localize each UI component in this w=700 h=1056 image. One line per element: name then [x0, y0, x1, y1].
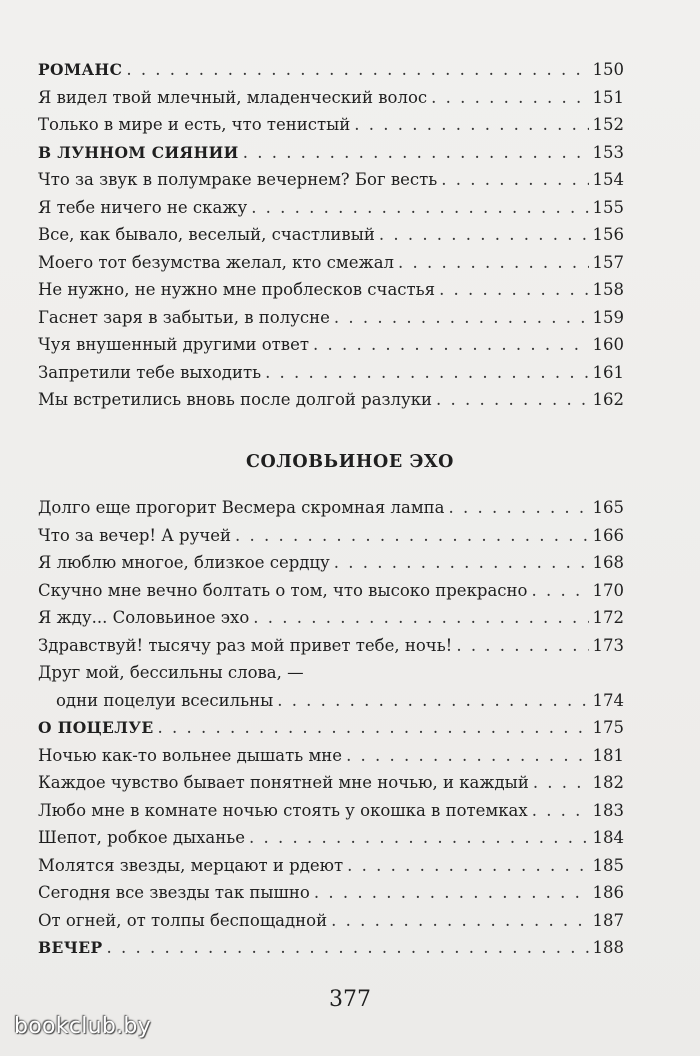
- toc-entry: [38, 742, 624, 770]
- toc-entry: [38, 907, 624, 935]
- toc-entry: [38, 797, 624, 825]
- toc-entry: [38, 852, 624, 880]
- dot-leader: [449, 494, 589, 522]
- toc-entry-page: 158: [592, 280, 624, 299]
- toc-entry-page: 181: [592, 745, 624, 765]
- toc-entry-page: 166: [592, 525, 624, 545]
- watermark: bookclub.by: [14, 1014, 152, 1039]
- toc-entry: [38, 604, 624, 632]
- dot-leader: [531, 577, 588, 605]
- toc-entry-page: 151: [592, 87, 624, 107]
- toc-entry-title: Скучно мне вечно болтать о том, что высоко прекрасно: [38, 580, 528, 600]
- toc-entry-title: Я тебе ничего не скажу: [38, 197, 248, 217]
- dot-leader: [334, 304, 589, 332]
- dot-leader: [347, 852, 588, 880]
- toc-entry-title: В ЛУННОМ СИЯНИИ: [38, 142, 239, 162]
- toc-entry-title: Чуя внушенный другими ответ: [38, 335, 309, 354]
- toc-entry-title: Гаснет заря в забытьи, в полусне: [38, 307, 330, 327]
- section-title: СОЛОВЬИНОЕ ЭХО: [245, 452, 454, 472]
- dot-leader: [439, 276, 588, 304]
- dot-leader: [441, 166, 588, 194]
- toc-entry-title: РОМАНС: [38, 60, 123, 79]
- toc-entry-page: 150: [592, 60, 624, 79]
- dot-leader: [126, 56, 588, 84]
- toc-entry-page: 175: [592, 718, 624, 737]
- toc-entry: [38, 56, 624, 84]
- toc-entry: [38, 166, 624, 194]
- dot-leader: [314, 879, 589, 907]
- toc-entry: [38, 549, 624, 577]
- toc-entry-title: Запретили тебе выходить: [38, 362, 262, 382]
- dot-leader: [253, 604, 588, 632]
- dot-leader: [354, 111, 588, 139]
- toc-entry-title: Мы встретились вновь после долгой разлуки: [38, 390, 433, 409]
- toc-entry: [38, 386, 624, 414]
- toc-entry-page: 165: [592, 498, 624, 517]
- dot-leader: [346, 742, 588, 770]
- toc-entry-title: Я жду... Соловьиное эхо: [38, 608, 250, 627]
- toc-entry-page: 172: [592, 608, 624, 627]
- toc-entry-title: Каждое чувство бывает понятней мне ночью, и каждый: [38, 773, 529, 792]
- toc-entry-page: 161: [592, 362, 624, 382]
- page-number: 377: [329, 987, 371, 1012]
- toc-entry-page: 153: [592, 142, 624, 162]
- toc-entry-page: 170: [592, 580, 624, 600]
- toc-entry-page: 186: [592, 883, 624, 902]
- toc-entry-title: Что за звук в полумраке вечернем? Бог весть: [38, 170, 438, 189]
- toc-entry-page: 168: [592, 553, 624, 572]
- dot-leader: [533, 769, 589, 797]
- toc-entry: [38, 249, 624, 277]
- toc-entry-page: 157: [592, 252, 624, 272]
- dot-leader: [379, 221, 589, 249]
- toc-entry: [38, 494, 624, 522]
- toc-entry-title: Друг мой, бессильны слова, —: [38, 663, 304, 682]
- toc-entry: [38, 331, 624, 359]
- toc-entry-page: 183: [592, 800, 624, 820]
- toc-entry: [38, 139, 624, 167]
- toc-entry-title: Только в мире и есть, что тенистый: [38, 115, 351, 134]
- toc-entry: [38, 522, 624, 550]
- toc-entry-page: 187: [592, 910, 624, 930]
- toc-entry-title: Ночью как-то вольнее дышать мне: [38, 745, 343, 765]
- toc-entry-page: 160: [592, 335, 624, 354]
- toc-entry-page: 156: [592, 225, 624, 244]
- toc-entry: [38, 632, 624, 660]
- dot-leader: [235, 522, 589, 550]
- toc-entry-title: Любо мне в комнате ночью стоять у окошка в потемках: [38, 800, 528, 820]
- toc-entry: [38, 111, 624, 139]
- toc-entry-title: Я видел твой млечный, младенческий волос: [38, 87, 428, 107]
- toc-entry: [38, 659, 624, 687]
- toc-entry-title: О ПОЦЕЛУЕ: [38, 718, 154, 737]
- toc-entry-page: 185: [592, 855, 624, 875]
- dot-leader: [532, 797, 589, 825]
- dot-leader: [334, 549, 589, 577]
- toc-entry: [38, 577, 624, 605]
- dot-leader: [249, 824, 588, 852]
- dot-leader: [243, 139, 589, 167]
- toc-entry: [38, 769, 624, 797]
- dot-leader: [277, 687, 588, 715]
- toc-entry-title: ВЕЧЕР: [38, 938, 103, 957]
- toc-entry: [38, 194, 624, 222]
- dot-leader: [431, 84, 588, 112]
- toc-entry-page: 152: [592, 115, 624, 134]
- toc-entry: [38, 714, 624, 742]
- toc-entry: [38, 84, 624, 112]
- toc-entry-page: 155: [592, 197, 624, 217]
- dot-leader: [251, 194, 588, 222]
- toc-entry-page: 159: [592, 307, 624, 327]
- contents-list-part2: [38, 494, 624, 962]
- toc-entry-title: Долго еще прогорит Весмера скромная лампа: [38, 498, 445, 517]
- toc-entry-title: Моего тот безумства желал, кто смежал: [38, 252, 395, 272]
- toc-entry-page: 184: [592, 828, 624, 847]
- toc-entry: [38, 934, 624, 962]
- toc-entry-page: 154: [592, 170, 624, 189]
- toc-entry: [38, 221, 624, 249]
- toc-entry-page: 173: [592, 635, 624, 655]
- dot-leader: [265, 359, 588, 387]
- dot-leader: [107, 934, 589, 962]
- dot-leader: [398, 249, 588, 277]
- toc-entry-title: Что за вечер! А ручей: [38, 525, 231, 545]
- toc-entry: [38, 687, 624, 715]
- toc-entry-title: Здравствуй! тысячу раз мой привет тебе, ночь!: [38, 635, 453, 655]
- toc-entry-page: 188: [592, 938, 624, 957]
- toc-entry-title: одни поцелуи всесильны: [56, 690, 274, 710]
- toc-entry-title: Не нужно, не нужно мне проблесков счастья: [38, 280, 436, 299]
- toc-entry: [38, 824, 624, 852]
- toc-entry-title: Молятся звезды, мерцают и рдеют: [38, 855, 344, 875]
- toc-entry-title: Шепот, робкое дыханье: [38, 828, 246, 847]
- toc-entry-page: 162: [592, 390, 624, 409]
- dot-leader: [158, 714, 589, 742]
- toc-entry: [38, 276, 624, 304]
- toc-entry: [38, 359, 624, 387]
- toc-entry-page: 174: [592, 690, 624, 710]
- toc-entry-page: 182: [592, 773, 624, 792]
- dot-leader: [313, 331, 589, 359]
- dot-leader: [436, 386, 588, 414]
- dot-leader: [331, 907, 588, 935]
- contents-list-part1: [38, 56, 624, 414]
- dot-leader: [456, 632, 588, 660]
- toc-entry: [38, 879, 624, 907]
- toc-entry-title: Я люблю многое, близкое сердцу: [38, 553, 330, 572]
- toc-entry-title: От огней, от толпы беспощадной: [38, 910, 328, 930]
- toc-entry-title: Сегодня все звезды так пышно: [38, 883, 310, 902]
- toc-entry: [38, 304, 624, 332]
- toc-entry-title: Все, как бывало, веселый, счастливый: [38, 225, 375, 244]
